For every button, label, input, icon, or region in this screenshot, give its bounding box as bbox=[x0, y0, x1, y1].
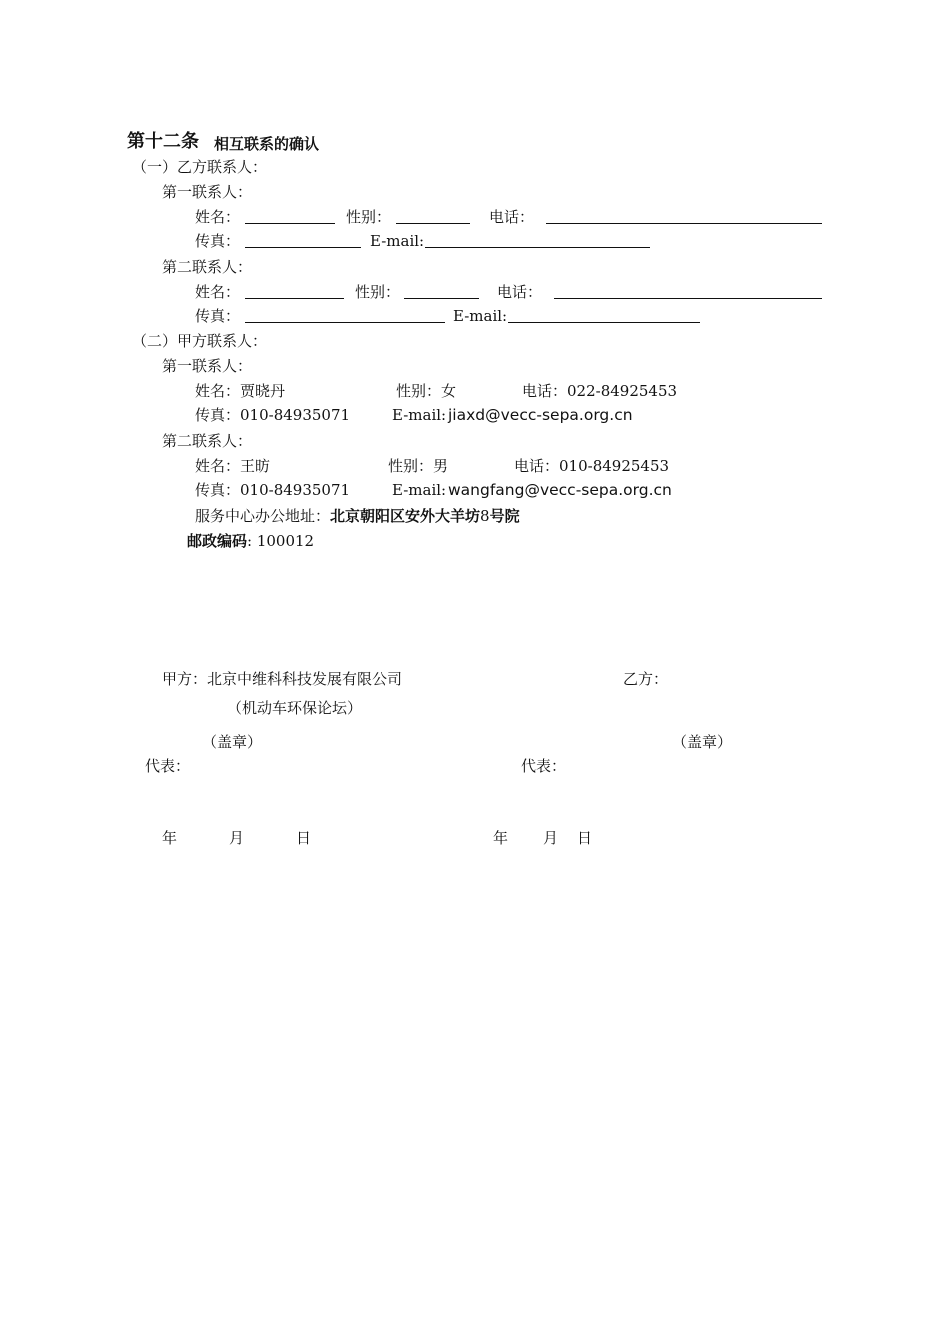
party-b-contact2-fax-label: 传真： bbox=[195, 307, 241, 325]
party-b-date-year: 年 bbox=[493, 829, 509, 847]
party-b-contact2-name-label: 姓名： bbox=[195, 283, 241, 301]
office-address-value-1: 北京朝阳区安外大羊坊 bbox=[330, 507, 481, 525]
party-a-contact2-fax: 传真：010-84935071 bbox=[195, 481, 351, 499]
party-a-contact1-name: 姓名：贾晓丹 bbox=[195, 382, 286, 400]
postcode bbox=[187, 531, 314, 551]
party-b-contact2-title: 第二联系人： bbox=[162, 258, 253, 276]
party-a-contact1-gender: 性别：女 bbox=[396, 382, 457, 400]
party-b-contact1-phone-label: 电话： bbox=[489, 208, 535, 226]
party-a-contact1-email-label: E-mail: bbox=[392, 406, 447, 424]
party-a-contact1-title: 第一联系人： bbox=[162, 357, 253, 375]
party-a-section-title: （二）甲方联系人： bbox=[132, 332, 268, 350]
party-b-contact2-email-label: E-mail: bbox=[453, 307, 508, 325]
party-b-signature: 乙方： bbox=[623, 670, 669, 688]
party-a-contact2-name: 姓名：王昉 bbox=[195, 457, 271, 475]
party-a-contact2-gender: 性别：男 bbox=[388, 457, 449, 475]
postcode-value: : 100012 bbox=[247, 532, 315, 550]
office-address-value-num: 8 bbox=[480, 507, 490, 525]
article-title: 相互联系的确认 bbox=[214, 135, 320, 153]
party-a-note: （机动车环保论坛） bbox=[227, 699, 363, 717]
party-b-contact1-email-label: E-mail: bbox=[370, 232, 425, 250]
party-b-contact2-email-field[interactable] bbox=[508, 322, 700, 323]
party-b-contact2-phone-label: 电话： bbox=[497, 283, 543, 301]
party-b-contact2-gender-label: 性别： bbox=[355, 283, 401, 301]
party-b-date-day: 日 bbox=[577, 829, 593, 847]
party-b-contact1-title: 第一联系人： bbox=[162, 183, 253, 201]
party-b-contact2-name-field[interactable] bbox=[245, 298, 344, 299]
party-b-contact1-fax-field[interactable] bbox=[245, 247, 361, 248]
office-address-value-2: 号院 bbox=[489, 507, 520, 525]
party-a-contact1-phone: 电话：022-84925453 bbox=[522, 382, 678, 400]
office-address-label: 服务中心办公地址： bbox=[195, 507, 331, 525]
party-a-contact2-title: 第二联系人： bbox=[162, 432, 253, 450]
party-a-contact1-fax: 传真：010-84935071 bbox=[195, 406, 351, 424]
party-b-contact1-phone-field[interactable] bbox=[546, 223, 822, 224]
party-b-date-month: 月 bbox=[543, 829, 559, 847]
party-b-contact1-fax-label: 传真： bbox=[195, 232, 241, 250]
office-address bbox=[195, 506, 520, 526]
party-a-seal: （盖章） bbox=[202, 733, 263, 751]
party-b-contact1-gender-label: 性别： bbox=[346, 208, 392, 226]
article-number: 第十二条 bbox=[127, 131, 199, 152]
party-a-signature: 甲方：北京中维科科技发展有限公司 bbox=[162, 670, 403, 688]
party-a-representative: 代表： bbox=[145, 757, 191, 775]
party-a-date-month: 月 bbox=[229, 829, 245, 847]
party-b-representative: 代表： bbox=[521, 757, 567, 775]
party-a-date-day: 日 bbox=[296, 829, 312, 847]
party-b-section-title: （一）乙方联系人： bbox=[132, 158, 268, 176]
party-b-contact2-gender-field[interactable] bbox=[404, 298, 479, 299]
party-b-contact2-phone-field[interactable] bbox=[554, 298, 822, 299]
party-b-seal: （盖章） bbox=[672, 733, 733, 751]
party-a-contact2-email-label: E-mail: bbox=[392, 481, 447, 499]
party-a-contact1-email[interactable]: jiaxd@vecc-sepa.org.cn bbox=[448, 406, 633, 424]
party-b-contact1-name-field[interactable] bbox=[245, 223, 335, 224]
party-b-contact2-fax-field[interactable] bbox=[245, 322, 445, 323]
postcode-label: 邮政编码 bbox=[187, 532, 248, 550]
party-a-contact2-phone: 电话：010-84925453 bbox=[514, 457, 670, 475]
party-b-contact1-gender-field[interactable] bbox=[396, 223, 470, 224]
party-a-contact2-email[interactable]: wangfang@vecc-sepa.org.cn bbox=[448, 481, 672, 499]
party-a-date-year: 年 bbox=[162, 829, 178, 847]
party-b-contact1-name-label: 姓名： bbox=[195, 208, 241, 226]
party-b-contact1-email-field[interactable] bbox=[425, 247, 650, 248]
